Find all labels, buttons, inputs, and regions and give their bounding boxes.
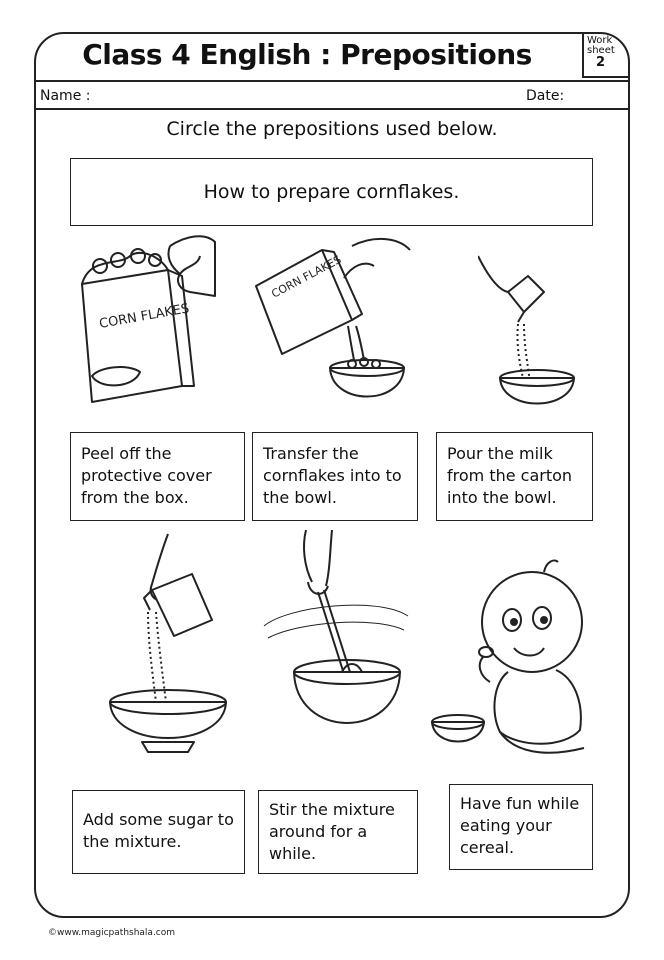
step-box-3 xyxy=(436,432,593,521)
page-title: Class 4 English : Prepositions xyxy=(82,38,532,71)
worksheet-number: 2 xyxy=(596,55,606,70)
worksheet-number-box xyxy=(582,32,628,78)
heading-box xyxy=(70,158,593,226)
date-label: Date: xyxy=(526,88,565,104)
step-text-3: Pour the milk from the carton into the bowl. xyxy=(447,444,573,507)
step-text-4: Add some sugar to the mixture. xyxy=(83,810,234,851)
step-box-2 xyxy=(252,432,418,521)
step-text-6: Have fun while eating your cereal. xyxy=(460,794,580,857)
instruction-text: Circle the prepositions used below. xyxy=(166,118,498,140)
step-text-2: Transfer the cornflakes into to the bowl. xyxy=(263,444,402,507)
step-box-5 xyxy=(258,790,418,874)
stir-bowl-icon xyxy=(258,526,418,756)
pour-milk-icon xyxy=(478,236,588,416)
step-box-1 xyxy=(70,432,245,521)
step-box-4 xyxy=(72,790,245,874)
box-brand-text: CORN FLAKES xyxy=(98,301,191,332)
heading-text: How to prepare cornflakes. xyxy=(203,181,460,203)
pour-cornflakes-icon xyxy=(252,226,412,416)
baby-eating-icon xyxy=(424,552,594,762)
step-box-6 xyxy=(449,784,593,870)
name-label: Name : xyxy=(40,88,91,104)
cornflakes-box-icon xyxy=(70,226,220,416)
step-text-5: Stir the mixture around for a while. xyxy=(269,800,395,863)
worksheet-label: Work sheet xyxy=(587,35,615,56)
name-divider xyxy=(34,108,630,110)
footer-credit: ©www.magicpathshala.com xyxy=(48,928,176,938)
step-text-1: Peel off the protective cover from the box. xyxy=(81,444,212,507)
carton-label-text: CORN FLAKES xyxy=(269,252,344,301)
title-divider xyxy=(34,80,630,82)
add-sugar-icon xyxy=(92,530,242,760)
